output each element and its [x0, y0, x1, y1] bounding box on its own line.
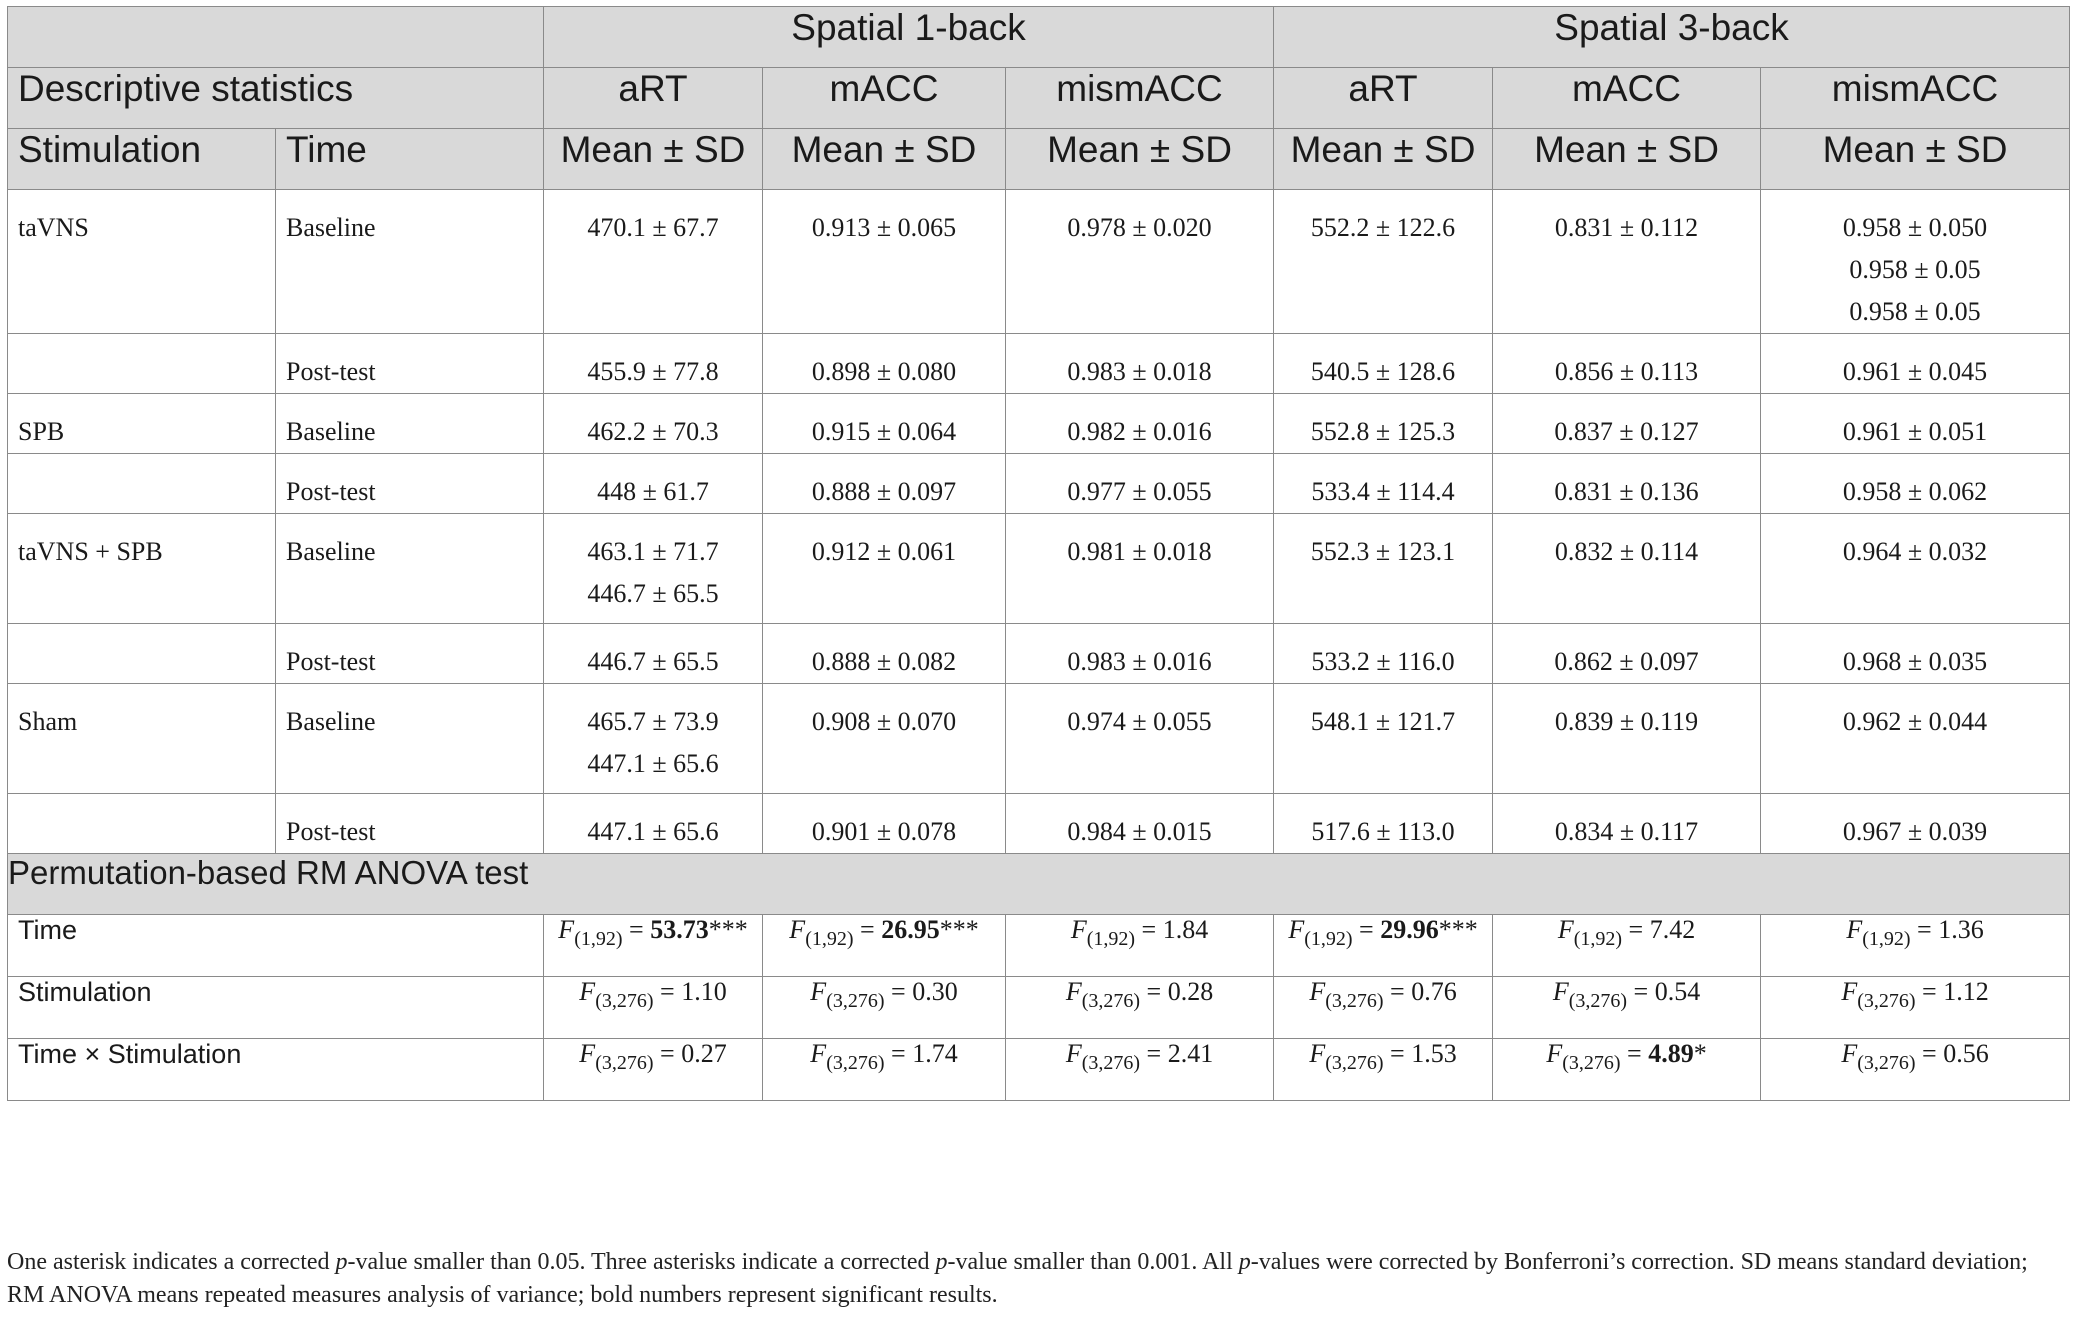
stimulation-cell: taVNS [8, 190, 276, 334]
mean-sd-value: 465.7 ± 73.9 [587, 707, 719, 736]
f-statistic-cell: $F_{(1,92)} = 53.73***$ [544, 915, 763, 977]
anova-effect-label: Stimulation [8, 977, 544, 1039]
f-statistic-cell: $F_{(3,276)} = 1.74$ [763, 1039, 1006, 1101]
mean-sd-value: 548.1 ± 121.7 [1310, 707, 1456, 736]
value-cell [1006, 394, 1274, 454]
table-row [8, 454, 2070, 514]
mean-sd-value: 0.981 ± 0.018 [1067, 537, 1212, 566]
stimulation-cell [8, 624, 276, 684]
mean-sd-value: 0.901 ± 0.078 [811, 817, 957, 846]
mean-sd-value: 533.4 ± 114.4 [1311, 477, 1455, 506]
mean-sd-value: 470.1 ± 67.7 [587, 213, 719, 242]
anova-section-header [8, 854, 2070, 915]
mean-sd-value: 0.834 ± 0.117 [1554, 817, 1699, 846]
mean-sd-header: Mean ± SD [544, 129, 763, 190]
value-cell [1006, 794, 1274, 854]
value-cell [1006, 684, 1274, 794]
mean-sd-value: 0.831 ± 0.136 [1554, 477, 1699, 506]
value-cell [544, 684, 763, 794]
f-statistic-cell: $F_{(3,276)} = 0.28$ [1006, 977, 1274, 1039]
value-cell [763, 794, 1006, 854]
header-row-units [8, 129, 2070, 190]
mean-sd-value: 0.967 ± 0.039 [1842, 817, 1988, 846]
value-cell [1006, 334, 1274, 394]
header-blank [8, 7, 544, 68]
mean-sd-value: 0.832 ± 0.114 [1554, 537, 1699, 566]
statistics-table [7, 6, 2070, 1101]
f-statistic-cell: $F_{(3,276)} = 4.89*$ [1493, 1039, 1761, 1101]
f-statistic-cell: $F_{(3,276)} = 0.56$ [1761, 1039, 2070, 1101]
time-header: Time [276, 129, 544, 190]
metric-header: mismACC [1006, 68, 1274, 129]
mean-sd-value: 0.968 ± 0.035 [1842, 647, 1988, 676]
mean-sd-value: 0.958 ± 0.05 [1849, 255, 1981, 284]
value-cell [763, 454, 1006, 514]
header-row-groups [8, 7, 2070, 68]
time-cell: Post-test [276, 334, 544, 394]
f-statistic-cell: $F_{(3,276)} = 2.41$ [1006, 1039, 1274, 1101]
metric-header: mACC [1493, 68, 1761, 129]
group-spatial-3-back: Spatial 3-back [1274, 7, 2070, 68]
mean-sd-value: 455.9 ± 77.8 [587, 357, 719, 386]
value-cell [763, 624, 1006, 684]
mean-sd-value: 0.915 ± 0.064 [811, 417, 957, 446]
value-cell [763, 514, 1006, 624]
value-cell [1006, 454, 1274, 514]
mean-sd-value: 462.2 ± 70.3 [587, 417, 719, 446]
stimulation-cell [8, 334, 276, 394]
value-cell [544, 394, 763, 454]
f-statistic-cell: $F_{(1,92)} = 1.84$ [1006, 915, 1274, 977]
mean-sd-value: 0.958 ± 0.050 [1842, 213, 1988, 242]
mean-sd-header: Mean ± SD [1493, 129, 1761, 190]
value-cell [1006, 190, 1274, 334]
mean-sd-value: 0.978 ± 0.020 [1067, 213, 1212, 242]
anova-row [8, 977, 2070, 1039]
mean-sd-value: 0.982 ± 0.016 [1067, 417, 1212, 446]
mean-sd-value: 0.983 ± 0.016 [1067, 647, 1212, 676]
value-cell [1274, 794, 1493, 854]
value-cell [1493, 334, 1761, 394]
mean-sd-value: 0.961 ± 0.045 [1842, 357, 1988, 386]
value-cell [763, 190, 1006, 334]
anova-row [8, 1039, 2070, 1101]
mean-sd-value: 0.831 ± 0.112 [1554, 213, 1699, 242]
mean-sd-header: Mean ± SD [1006, 129, 1274, 190]
value-cell [1493, 514, 1761, 624]
mean-sd-value: 0.888 ± 0.097 [811, 477, 957, 506]
value-cell [1274, 514, 1493, 624]
time-cell: Post-test [276, 794, 544, 854]
metric-header: aRT [1274, 68, 1493, 129]
value-cell [1274, 334, 1493, 394]
table-row [8, 190, 2070, 334]
header-row-metrics [8, 68, 2070, 129]
f-statistic-cell: $F_{(3,276)} = 0.30$ [763, 977, 1006, 1039]
table-row [8, 624, 2070, 684]
mean-sd-value: 0.962 ± 0.044 [1842, 707, 1988, 736]
value-cell [1493, 624, 1761, 684]
mean-sd-value: 0.961 ± 0.051 [1842, 417, 1988, 446]
table-row [8, 684, 2070, 794]
group-spatial-1-back: Spatial 1-back [544, 7, 1274, 68]
time-cell: Baseline [276, 514, 544, 624]
value-cell [1761, 684, 2070, 794]
mean-sd-value: 533.2 ± 116.0 [1311, 647, 1455, 676]
table-row [8, 394, 2070, 454]
table-row [8, 334, 2070, 394]
value-cell [544, 514, 763, 624]
mean-sd-value: 0.839 ± 0.119 [1554, 707, 1699, 736]
value-cell [763, 394, 1006, 454]
mean-sd-value: 0.958 ± 0.062 [1842, 477, 1988, 506]
value-cell [1761, 190, 2070, 334]
time-cell: Post-test [276, 454, 544, 514]
f-statistic-cell: $F_{(1,92)} = 26.95***$ [763, 915, 1006, 977]
f-statistic-cell: $F_{(3,276)} = 1.12$ [1761, 977, 2070, 1039]
value-cell [1493, 190, 1761, 334]
f-statistic-cell: $F_{(3,276)} = 0.76$ [1274, 977, 1493, 1039]
stimulation-cell [8, 794, 276, 854]
mean-sd-value: 0.984 ± 0.015 [1067, 817, 1212, 846]
anova-row [8, 915, 2070, 977]
mean-sd-value: 463.1 ± 71.7 [587, 537, 719, 566]
value-cell [1761, 624, 2070, 684]
mean-sd-value: 0.898 ± 0.080 [811, 357, 957, 386]
stimulation-cell: Sham [8, 684, 276, 794]
time-cell: Baseline [276, 190, 544, 334]
value-cell [544, 190, 763, 334]
mean-sd-value: 0.958 ± 0.05 [1849, 297, 1981, 326]
mean-sd-value: 447.1 ± 65.6 [587, 749, 719, 778]
mean-sd-value: 552.3 ± 123.1 [1310, 537, 1456, 566]
value-cell [1761, 454, 2070, 514]
f-statistic-cell: $F_{(3,276)} = 1.10$ [544, 977, 763, 1039]
value-cell [1761, 394, 2070, 454]
table-row [8, 794, 2070, 854]
value-cell [1274, 454, 1493, 514]
mean-sd-value: 0.913 ± 0.065 [811, 213, 957, 242]
value-cell [1006, 514, 1274, 624]
f-statistic-cell: $F_{(1,92)} = 7.42$ [1493, 915, 1761, 977]
value-cell [1274, 624, 1493, 684]
value-cell [1493, 454, 1761, 514]
mean-sd-header: Mean ± SD [1761, 129, 2070, 190]
mean-sd-value: 0.837 ± 0.127 [1554, 417, 1699, 446]
descriptive-statistics-label: Descriptive statistics [8, 68, 544, 129]
f-statistic-cell: $F_{(3,276)} = 0.54$ [1493, 977, 1761, 1039]
f-statistic-cell: $F_{(1,92)} = 29.96***$ [1274, 915, 1493, 977]
mean-sd-value: 0.983 ± 0.018 [1067, 357, 1212, 386]
value-cell [544, 454, 763, 514]
mean-sd-value: 447.1 ± 65.6 [587, 817, 719, 846]
mean-sd-value: 552.8 ± 125.3 [1310, 417, 1456, 446]
anova-title: Permutation-based RM ANOVA test [8, 854, 2070, 915]
value-cell [1761, 794, 2070, 854]
value-cell [1761, 514, 2070, 624]
time-cell: Baseline [276, 394, 544, 454]
mean-sd-value: 446.7 ± 65.5 [587, 579, 719, 608]
value-cell [763, 684, 1006, 794]
value-cell [1274, 190, 1493, 334]
f-statistic-cell: $F_{(1,92)} = 1.36$ [1761, 915, 2070, 977]
stimulation-cell: SPB [8, 394, 276, 454]
stimulation-cell [8, 454, 276, 514]
mean-sd-value: 0.856 ± 0.113 [1554, 357, 1699, 386]
mean-sd-value: 0.888 ± 0.082 [811, 647, 957, 676]
metric-header: mACC [763, 68, 1006, 129]
mean-sd-value: 448 ± 61.7 [597, 477, 709, 506]
mean-sd-value: 552.2 ± 122.6 [1310, 213, 1456, 242]
mean-sd-header: Mean ± SD [1274, 129, 1493, 190]
mean-sd-value: 517.6 ± 113.0 [1311, 817, 1455, 846]
stimulation-cell: taVNS + SPB [8, 514, 276, 624]
mean-sd-header: Mean ± SD [763, 129, 1006, 190]
time-cell: Post-test [276, 624, 544, 684]
value-cell [1274, 394, 1493, 454]
stimulation-header: Stimulation [8, 129, 276, 190]
mean-sd-value: 0.974 ± 0.055 [1067, 707, 1212, 736]
table-row [8, 514, 2070, 624]
value-cell [1493, 684, 1761, 794]
f-statistic-cell: $F_{(3,276)} = 0.27$ [544, 1039, 763, 1101]
time-cell: Baseline [276, 684, 544, 794]
f-statistic-cell: $F_{(3,276)} = 1.53$ [1274, 1039, 1493, 1101]
value-cell [1274, 684, 1493, 794]
mean-sd-value: 0.908 ± 0.070 [811, 707, 957, 736]
mean-sd-value: 0.964 ± 0.032 [1842, 537, 1988, 566]
value-cell [544, 624, 763, 684]
mean-sd-value: 540.5 ± 128.6 [1310, 357, 1456, 386]
mean-sd-value: 0.977 ± 0.055 [1067, 477, 1212, 506]
table-footnote: One asterisk indicates a corrected p-value smaller than 0.05. Three asterisks indicate a corrected p-value smaller than 0.001. All p-values were corrected by Bonferroni’s correction. SD means standard deviation; RM ANOVA means repeated measures analysis of variance; bold numbers represent significant results. [7, 1249, 2028, 1308]
value-cell [544, 334, 763, 394]
value-cell [1761, 334, 2070, 394]
value-cell [1006, 624, 1274, 684]
value-cell [1493, 794, 1761, 854]
value-cell [763, 334, 1006, 394]
mean-sd-value: 446.7 ± 65.5 [587, 647, 719, 676]
metric-header: mismACC [1761, 68, 2070, 129]
mean-sd-value: 0.912 ± 0.061 [811, 537, 957, 566]
anova-effect-label: Time × Stimulation [8, 1039, 544, 1101]
value-cell [544, 794, 763, 854]
metric-header: aRT [544, 68, 763, 129]
anova-effect-label: Time [8, 915, 544, 977]
value-cell [1493, 394, 1761, 454]
mean-sd-value: 0.862 ± 0.097 [1554, 647, 1699, 676]
